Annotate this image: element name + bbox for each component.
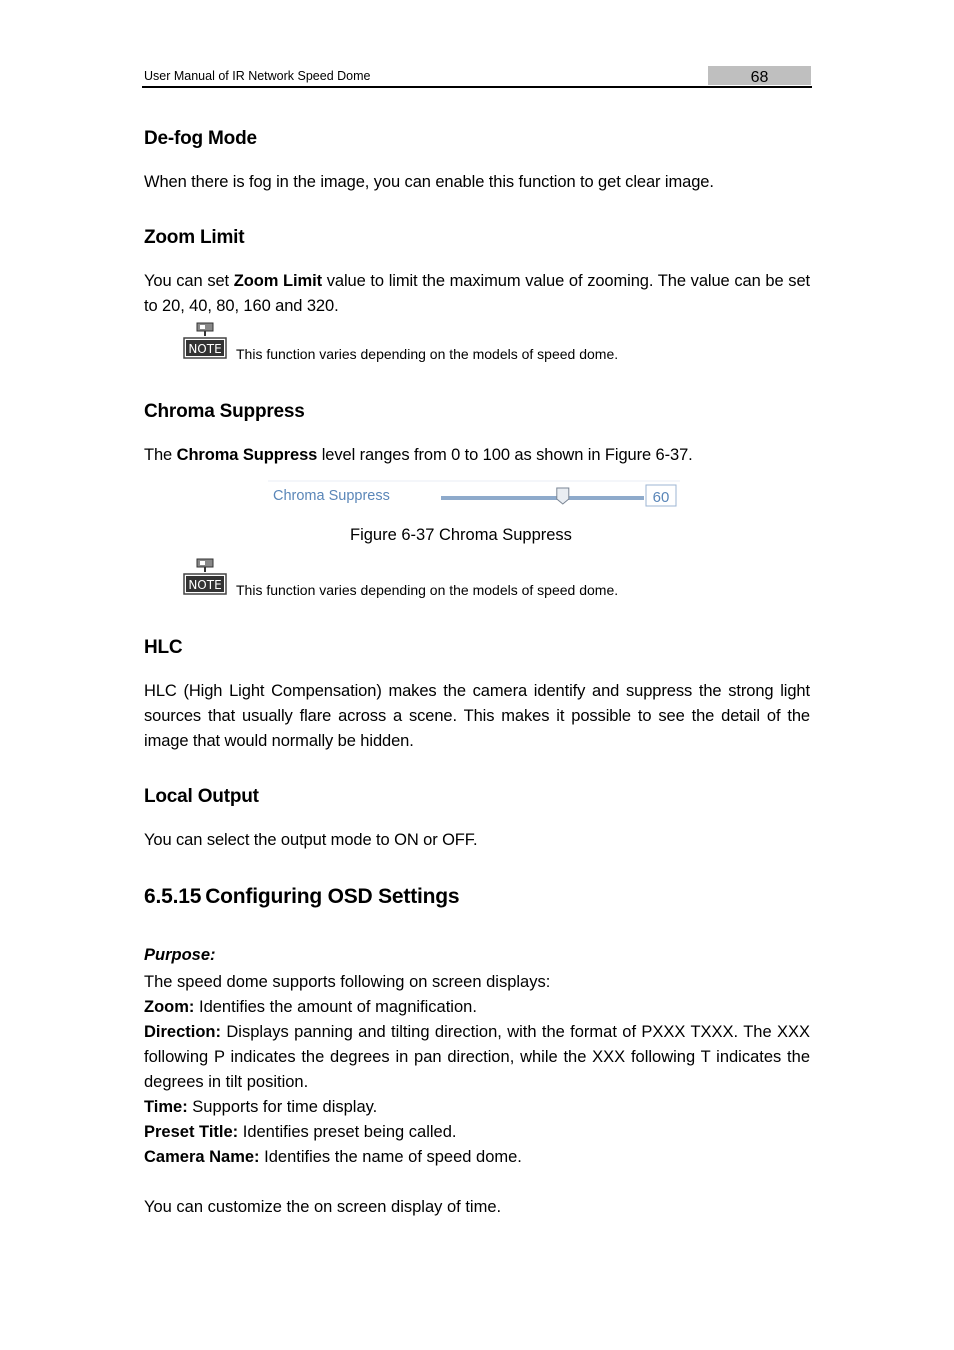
figure-caption: Figure 6-37 Chroma Suppress — [350, 526, 572, 544]
local-output-text: You can select the output mode to ON or OFF. — [144, 831, 478, 849]
chroma-text: The Chroma Suppress level ranges from 0 to 100 as shown in Figure 6-37. — [144, 446, 693, 464]
note-icon-label: NOTE — [188, 578, 222, 592]
slider-thumb — [557, 488, 569, 504]
zoom-limit-note: This function varies depending on the models of speed dome. — [236, 346, 619, 362]
note-icon-label: NOTE — [188, 342, 222, 356]
section-heading: 6.5.15 Configuring OSD Settings — [144, 885, 460, 908]
chroma-note: This function varies depending on the models of speed dome. — [236, 582, 619, 598]
header-rule — [142, 86, 812, 88]
chroma-heading: Chroma Suppress — [144, 401, 305, 422]
osd-list — [144, 995, 810, 1170]
page-number: 68 — [750, 69, 769, 86]
slider-value: 60 — [652, 489, 670, 506]
defog-text: When there is fog in the image, you can enable this function to get clear image. — [144, 173, 714, 191]
running-header: User Manual of IR Network Speed Dome — [144, 69, 371, 83]
purpose-label: Purpose: — [144, 946, 216, 964]
zoom-limit-text: You can set Zoom Limit value to limit the maximum value of zooming. The value can be set to 20, 40, 80, 160 and 320. — [144, 272, 811, 315]
osd-item: Time: Supports for time display. — [144, 1098, 378, 1116]
chroma-figure-label: Chroma Suppress — [273, 488, 390, 504]
hlc-heading: HLC — [144, 637, 183, 658]
osd-intro: The speed dome supports following on screen displays: — [144, 973, 551, 991]
osd-item: Direction: Displays panning and tilting direction, with the format of PXXX TXXX. The XXX following P indicates the degrees in pan direction, while the XXX following T indicates the degrees in tilt position. — [144, 1023, 810, 1091]
osd-item: Zoom: Identifies the amount of magnification. — [144, 998, 477, 1016]
local-output-heading: Local Output — [144, 786, 259, 807]
note-icon — [182, 558, 228, 596]
note-icon — [182, 322, 228, 360]
osd-item: Preset Title: Identifies preset being called. — [144, 1123, 457, 1141]
defog-heading: De-fog Mode — [144, 128, 257, 149]
osd-closing: You can customize the on screen display of time. — [144, 1198, 502, 1216]
hlc-text: HLC (High Light Compensation) makes the camera identify and suppress the strong light sources that usually flare across a scene. This makes it possible to see the detail of the image that would normally be hidden. — [144, 682, 810, 750]
osd-item: Camera Name: Identifies the name of speed dome. — [144, 1148, 522, 1166]
zoom-limit-heading: Zoom Limit — [144, 227, 245, 248]
